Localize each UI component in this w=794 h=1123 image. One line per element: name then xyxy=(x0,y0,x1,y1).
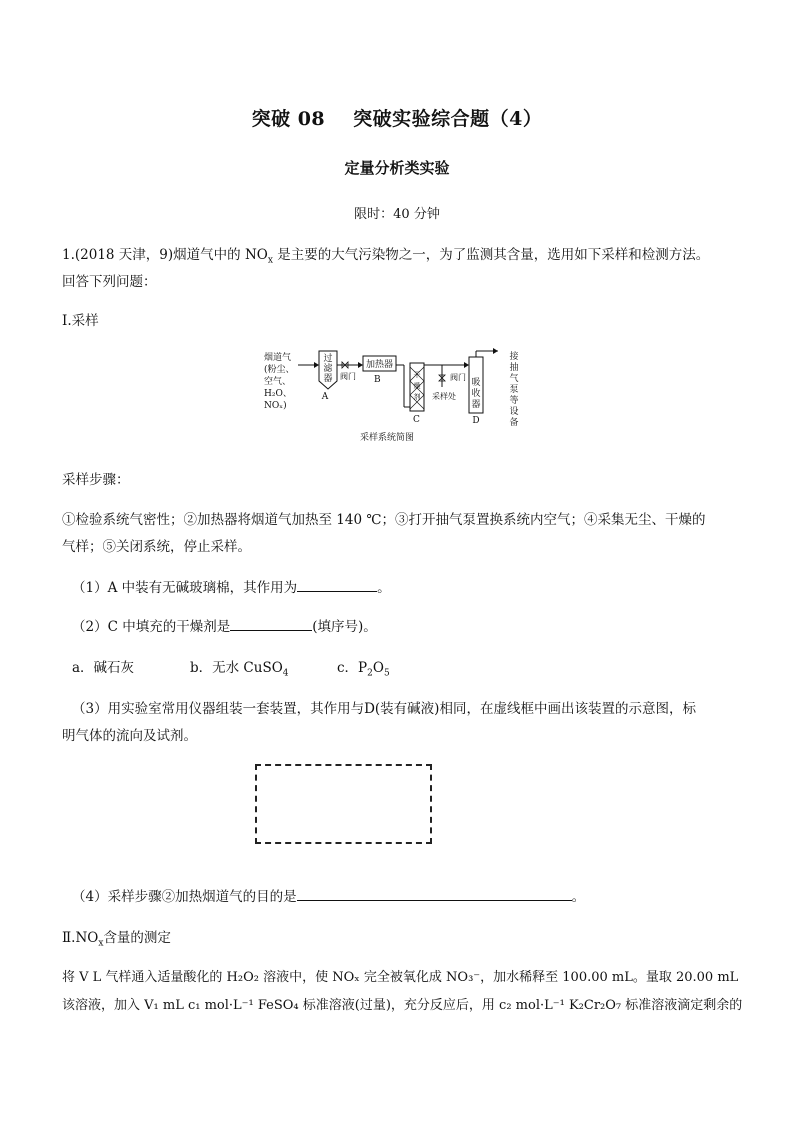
sub2-text: （2）C 中填充的干燥剂是 xyxy=(72,619,231,635)
sub4-suffix: 。 xyxy=(571,889,586,905)
pump-label-6: 备 xyxy=(509,418,519,428)
label-b: B xyxy=(374,375,381,385)
heater-label: 加热器 xyxy=(365,360,394,370)
measurement-line1: 将 V L 气样通入适量酸化的 H₂O₂ 溶液中，使 NOₓ 完全被氧化成 NO₃⁻，加水稀释至 100.00 mL。量取 20.00 mL xyxy=(62,970,739,985)
option-b xyxy=(190,656,289,679)
sampling-label: 采样处 xyxy=(432,392,456,401)
pump-label-2: 气 xyxy=(509,374,519,384)
sub-question-1 xyxy=(72,576,391,596)
flue-gas-label-4: NOₓ) xyxy=(264,401,287,411)
flue-gas-label-2: 空气、 xyxy=(264,377,292,387)
sub2-suffix: (填序号)。 xyxy=(312,619,377,635)
intro-text: 1.(2018 天津，9)烟道气中的 NO xyxy=(62,247,268,263)
answer-blank-1[interactable] xyxy=(297,577,377,592)
time-limit: 限时：40 分钟 xyxy=(354,207,440,222)
intro-sub: x xyxy=(267,255,273,266)
page-title xyxy=(0,104,794,131)
intro-text-suffix: 是主要的大气污染物之一，为了监测其含量，选用如下采样和检测方法。 xyxy=(272,247,710,263)
sub-question-2 xyxy=(72,615,377,635)
section-sampling: Ⅰ.采样 xyxy=(62,313,99,329)
option-c xyxy=(337,656,390,679)
sub1-text: （1）A 中装有无碱玻璃棉，其作用为 xyxy=(72,580,298,596)
filter-label-2: 器 xyxy=(323,374,333,384)
pump-label-1: 抽 xyxy=(509,363,519,373)
flue-gas-label-3: H₂O、 xyxy=(264,389,292,399)
section-measurement xyxy=(62,926,171,949)
filter-label-0: 过 xyxy=(323,354,333,364)
valve2-label: 阀门 xyxy=(450,373,466,382)
sub4-text: （4）采样步骤②加热烟道气的目的是 xyxy=(72,889,297,905)
steps-line2: 气样；⑤关闭系统，停止采样。 xyxy=(62,539,251,555)
option-c-sub1: 2 xyxy=(367,668,373,679)
dryer-label-0: 干 xyxy=(413,371,421,379)
label-c: C xyxy=(413,415,420,425)
sub-question-3-line1: （3）用实验室常用仪器组装一套装置，其作用与D(装有碱液)相同，在虚线框中画出该装置的示意图，标 xyxy=(72,701,696,717)
option-c-sub2: 5 xyxy=(383,668,390,679)
section2-suffix: 含量的测定 xyxy=(103,930,171,946)
drawing-box[interactable] xyxy=(255,764,432,844)
title-part2: 突破实验综合题（4） xyxy=(353,108,543,130)
section2-text: Ⅱ.NO xyxy=(62,930,99,946)
valve1-label: 阀门 xyxy=(340,372,356,381)
answer-blank-2[interactable] xyxy=(230,616,312,631)
intro-line2: 回答下列问题： xyxy=(62,274,157,290)
absorber-label-1: 收 xyxy=(471,389,481,399)
option-b-sub: 4 xyxy=(282,668,289,679)
option-a: a．碱石灰 xyxy=(72,660,135,676)
dryer-label-1: 燥 xyxy=(413,382,421,390)
pump-label-5: 设 xyxy=(509,407,519,417)
steps-title: 采样步骤： xyxy=(62,472,130,488)
page-subtitle: 定量分析类实验 xyxy=(344,159,450,177)
dryer-label-2: 剂 xyxy=(413,393,421,401)
pump-label-3: 泵 xyxy=(509,385,519,395)
question-intro xyxy=(62,243,709,266)
sampling-system-diagram xyxy=(262,347,532,447)
option-b-text: b．无水 CuSO xyxy=(190,660,283,676)
title-part1: 突破 08 xyxy=(251,108,326,130)
option-c-text: c．P xyxy=(337,660,368,676)
absorber-label-2: 器 xyxy=(471,400,481,410)
pump-label-0: 接 xyxy=(509,352,519,362)
answer-blank-4[interactable] xyxy=(297,886,572,901)
sub1-suffix: 。 xyxy=(377,580,391,596)
sub-question-4 xyxy=(72,885,585,905)
filter-label-1: 滤 xyxy=(323,364,333,374)
section2-sub: x xyxy=(98,938,104,949)
absorber-label-0: 吸 xyxy=(471,378,481,388)
sub-question-3-line2: 明气体的流向及试剂。 xyxy=(62,728,197,744)
flue-gas-label-1: (粉尘、 xyxy=(264,365,295,375)
steps-line1: ①检验系统气密性；②加热器将烟道气加热至 140 ℃；③打开抽气泵置换系统内空气；④采集无尘、干燥的 xyxy=(62,512,706,528)
flue-gas-label-0: 烟道气 xyxy=(264,353,292,363)
label-a: A xyxy=(321,392,329,402)
diagram-caption: 采样系统简图 xyxy=(359,433,415,443)
pump-label-4: 等 xyxy=(509,396,519,406)
label-d: D xyxy=(472,416,480,426)
measurement-line2: 该溶液，加入 V₁ mL c₁ mol·L⁻¹ FeSO₄ 标准溶液(过量)，充分反应后，用 c₂ mol·L⁻¹ K₂Cr₂O₇ 标准溶液滴定剩余的 xyxy=(62,998,743,1013)
option-c-mid: O xyxy=(372,660,384,676)
